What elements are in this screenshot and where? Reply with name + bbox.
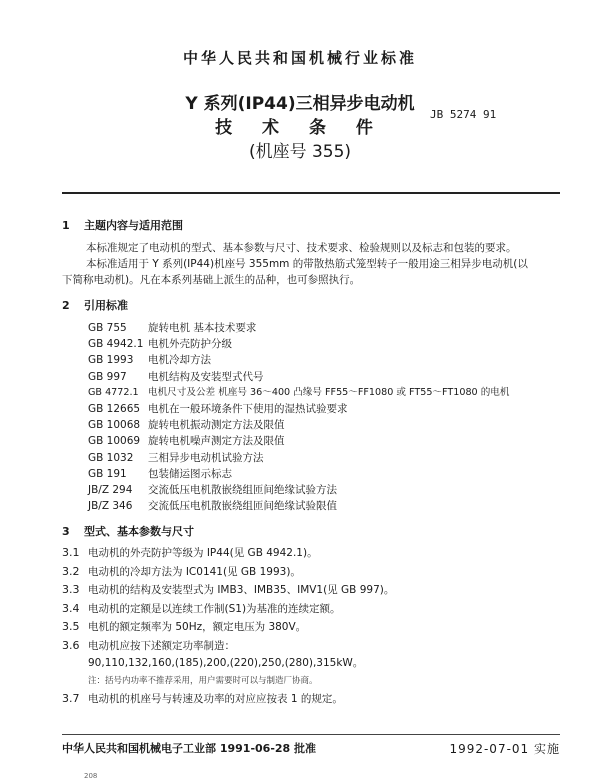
reference-item	[88, 320, 560, 336]
section-1	[62, 218, 560, 288]
document-body	[62, 218, 560, 709]
clause-text: 电机的额定频率为 50Hz，额定电压为 380V。	[88, 621, 307, 634]
reference-code: GB 755	[88, 322, 127, 334]
section-number: 2	[62, 299, 70, 312]
clause-item	[62, 690, 560, 709]
reference-item	[88, 433, 560, 449]
reference-item	[88, 417, 560, 433]
bottom-rule	[62, 734, 560, 735]
clause-text: 电动机的定额是以连续工作制(S1)为基准的连续定额。	[88, 602, 341, 615]
reference-item	[88, 369, 560, 385]
title-block	[0, 92, 600, 164]
reference-code: GB 10068	[88, 419, 141, 432]
reference-code: JB/Z 294	[88, 484, 133, 497]
reference-title: 包装储运图示标志	[148, 467, 232, 480]
title-line-2: 技 术 条 件	[215, 118, 385, 138]
paragraph: 本标准规定了电动机的型式、基本参数与尺寸、技术要求、检验规则以及标志和包装的要求。	[86, 242, 517, 254]
paragraph: 本标准适用于 Y 系列(IP44)机座号 355mm 的带散热筋式笼型转子一般用途三相异步电动机(以	[86, 258, 528, 270]
note-line	[62, 673, 560, 691]
reference-list	[88, 320, 560, 514]
clause-number: 3.3	[62, 583, 80, 597]
reference-code: GB 12665	[88, 403, 141, 416]
reference-item	[88, 482, 560, 498]
standard-header: 中华人民共和国机械行业标准	[182, 49, 417, 67]
section-heading: 型式、基本参数与尺寸	[84, 525, 194, 539]
reference-item	[88, 401, 560, 417]
power-list-line	[62, 655, 560, 673]
clause-number: 3.6	[62, 638, 80, 652]
reference-code: GB 1032	[88, 451, 134, 464]
reference-title: 电机结构及安装型式代号	[148, 370, 264, 383]
reference-item	[88, 498, 560, 514]
clause-item	[62, 544, 560, 563]
reference-code: GB 191	[88, 467, 127, 480]
clause-text: 电动机的外壳防护等级为 IP44(见 GB 4942.1)。	[88, 547, 318, 560]
clause-text: 电动机的冷却方法为 IC0141(见 GB 1993)。	[88, 565, 301, 578]
reference-code: GB 4942.1	[88, 338, 144, 351]
section-number: 3	[62, 525, 70, 539]
reference-title: 电机尺寸及公差 机座号 36～400 凸缘号 FF55～FF1080 或 FT55～FT1080 的电机	[148, 386, 510, 398]
clause-list	[62, 544, 560, 709]
section-heading: 主题内容与适用范围	[84, 219, 183, 232]
reference-title: 电机在一般环境条件下使用的湿热试验要求	[148, 403, 348, 416]
clause-text: 电动机的结构及安装型式为 IMB3、IMB35、IMV1(见 GB 997)。	[88, 584, 395, 597]
reference-item	[88, 385, 560, 401]
clause-number: 3.4	[62, 601, 80, 615]
reference-title: 旋转电机振动测定方法及限值	[148, 419, 285, 432]
title-line-3: (机座号 355)	[248, 142, 352, 162]
clause-text: 电动机的机座号与转速及功率的对应应按表 1 的规定。	[88, 693, 343, 706]
clause-item	[62, 600, 560, 619]
clause-item	[62, 563, 560, 582]
reference-code: GB 10069	[88, 435, 141, 448]
reference-item	[88, 352, 560, 368]
paragraph-continuation: 下简称电动机)。凡在本系列基础上派生的品种，也可参照执行。	[62, 274, 361, 286]
approval-line: 中华人民共和国机械电子工业部 1991-06-28 批准	[62, 742, 317, 755]
reference-title: 旋转电机 基本技术要求	[148, 322, 257, 334]
reference-item	[88, 450, 560, 466]
top-rule	[62, 192, 560, 194]
clause-number: 3.5	[62, 620, 80, 634]
reference-title: 交流低压电机散嵌绕组匝间绝缘试验方法	[148, 484, 337, 497]
power-note: 注：括号内功率不推荐采用，用户需要时可以与制造厂协商。	[88, 675, 318, 686]
section-3	[62, 524, 560, 709]
reference-title: 电机冷却方法	[148, 354, 211, 367]
reference-code: GB 1993	[88, 354, 134, 367]
clause-number: 3.7	[62, 692, 80, 706]
footer	[62, 740, 560, 756]
reference-code: GB 4772.1	[88, 386, 139, 398]
reference-code: JB/Z 346	[88, 500, 133, 513]
clause-text: 电动机应按下述额定功率制造：	[88, 639, 235, 652]
reference-title: 旋转电机噪声测定方法及限值	[148, 435, 285, 448]
reference-item	[88, 466, 560, 482]
section-2	[62, 298, 560, 514]
page-number: 208	[84, 772, 98, 780]
clause-number: 3.2	[62, 564, 80, 578]
clause-item	[62, 618, 560, 637]
section-heading: 引用标准	[84, 299, 128, 312]
reference-title: 电机外壳防护分级	[148, 338, 232, 351]
section-number: 1	[62, 219, 70, 232]
reference-item	[88, 336, 560, 352]
power-list: 90,110,132,160,(185),200,(220),250,(280),315kW。	[88, 657, 364, 670]
title-line-1: Y 系列(IP44)三相异步电动机	[185, 94, 415, 114]
standard-code: JB 5274 91	[430, 108, 497, 121]
clause-item	[62, 637, 560, 656]
clause-item	[62, 581, 560, 600]
reference-code: GB 997	[88, 370, 127, 383]
reference-title: 三相异步电动机试验方法	[148, 451, 264, 464]
clause-number: 3.1	[62, 546, 80, 560]
reference-title: 交流低压电机散嵌绕组匝间绝缘试验限值	[148, 500, 337, 513]
implementation-date: 1992-07-01 实施	[449, 742, 560, 756]
